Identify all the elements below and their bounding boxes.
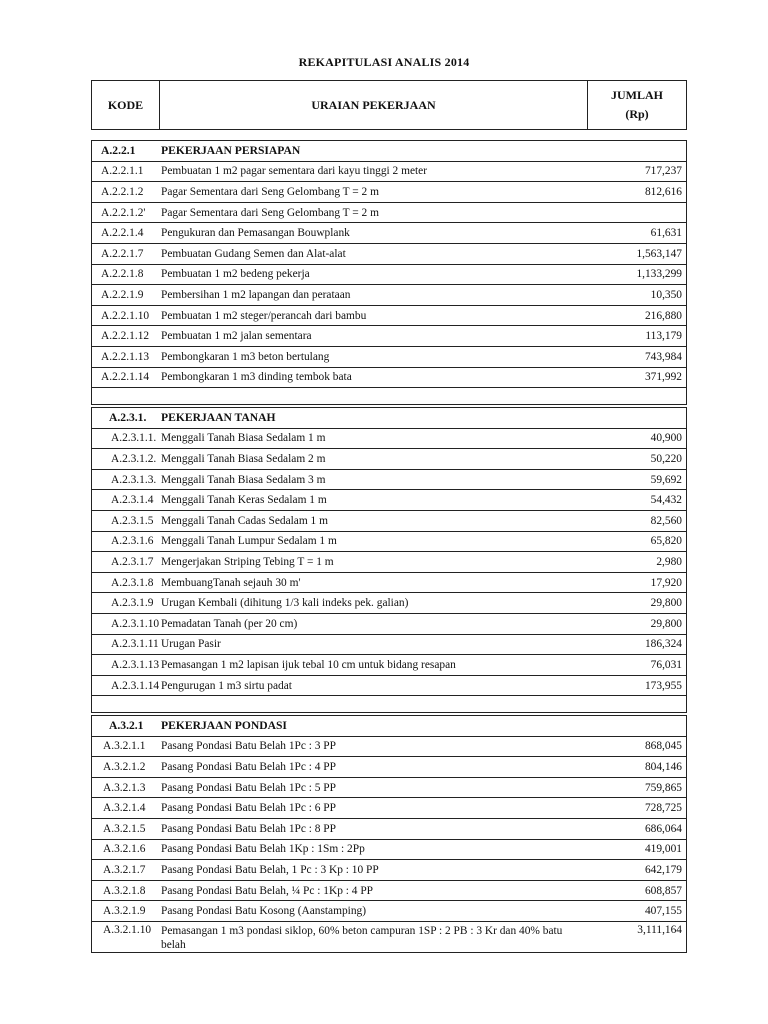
row-kode: A.2.3.1.8: [111, 576, 154, 589]
section-code: A.2.2.1: [101, 144, 136, 158]
row-kode: A.2.2.1.2: [101, 185, 144, 198]
table-row: [92, 922, 686, 953]
row-kode: A.2.2.1.7: [101, 247, 144, 260]
row-jumlah: 728,725: [644, 802, 682, 815]
row-kode: A.3.2.1.2: [103, 760, 146, 773]
row-jumlah: 2,980: [656, 555, 682, 568]
row-kode: A.2.3.1.3.: [111, 473, 157, 486]
row-uraian: Pembongkaran 1 m3 beton bertulang: [161, 350, 330, 363]
row-jumlah: 113,179: [645, 330, 682, 343]
row-jumlah: 686,064: [644, 822, 682, 835]
row-jumlah: 61,631: [650, 227, 682, 240]
row-jumlah: 10,350: [650, 288, 682, 301]
row-jumlah: 40,900: [650, 432, 682, 445]
row-jumlah: 407,155: [644, 905, 682, 918]
table-row: [92, 840, 686, 861]
document-title: REKAPITULASI ANALIS 2014: [298, 55, 470, 69]
table-row: [92, 737, 686, 758]
table-row: [92, 573, 686, 594]
row-uraian: Pasang Pondasi Batu Belah 1Kp : 1Sm : 2Pp: [161, 843, 365, 856]
row-uraian: Menggali Tanah Keras Sedalam 1 m: [161, 494, 327, 507]
row-uraian: Pasang Pondasi Batu Belah, ¼ Pc : 1Kp : 4 PP: [161, 884, 373, 897]
table-row: [92, 203, 686, 224]
table-row: [92, 819, 686, 840]
row-uraian: Menggali Tanah Cadas Sedalam 1 m: [161, 514, 328, 527]
row-kode: A.2.2.1.8: [101, 268, 144, 281]
section-header: [92, 408, 686, 429]
row-uraian: Pembuatan 1 m2 jalan sementara: [161, 330, 312, 343]
row-uraian: Pembersihan 1 m2 lapangan dan perataan: [161, 288, 351, 301]
section-header: [92, 716, 686, 737]
section-code: A.2.3.1.: [109, 411, 147, 425]
blank-row: [92, 696, 686, 713]
section-pondasi: [91, 715, 687, 953]
table-row: [92, 326, 686, 347]
row-kode: A.3.2.1.8: [103, 884, 146, 897]
table-row: [92, 532, 686, 553]
table-row: [92, 757, 686, 778]
row-uraian: Pengurugan 1 m3 sirtu padat: [161, 679, 292, 692]
table-row: [92, 881, 686, 902]
row-jumlah: 804,146: [644, 760, 682, 773]
row-kode: A.2.3.1.1.: [111, 432, 157, 445]
header-jumlah: [588, 81, 686, 129]
row-jumlah: 216,880: [644, 309, 682, 322]
header-uraian: URAIAN PEKERJAAN: [160, 81, 588, 129]
table-row: [92, 449, 686, 470]
row-kode: A.3.2.1.9: [103, 905, 146, 918]
section-amount: [588, 716, 686, 736]
row-uraian: Urugan Pasir: [161, 638, 221, 651]
row-kode: A.3.2.1.4: [103, 802, 146, 815]
row-jumlah: 173,955: [644, 679, 682, 692]
row-kode: A.2.3.1.2.: [111, 452, 157, 465]
row-kode: A.2.3.1.13: [111, 658, 160, 671]
row-kode: A.2.2.1.10: [101, 309, 150, 322]
blank-row: [92, 388, 686, 405]
row-jumlah: 868,045: [644, 740, 682, 753]
row-jumlah: 50,220: [650, 452, 682, 465]
table-row: [92, 368, 686, 389]
row-jumlah: 419,001: [644, 843, 682, 856]
row-kode: A.2.2.1.2': [101, 206, 146, 219]
row-jumlah: 54,432: [650, 494, 682, 507]
row-uraian: Pagar Sementara dari Seng Gelombang T = 2 m: [161, 185, 379, 198]
row-kode: A.2.2.1.4: [101, 227, 144, 240]
row-jumlah: 717,237: [644, 165, 682, 178]
row-uraian: Pembuatan 1 m2 steger/perancah dari bambu: [161, 309, 367, 322]
section-header: [92, 141, 686, 162]
row-kode: A.2.3.1.9: [111, 597, 154, 610]
row-kode: A.2.3.1.10: [111, 617, 160, 630]
row-uraian: Menggali Tanah Biasa Sedalam 3 m: [161, 473, 326, 486]
table-row: [92, 614, 686, 635]
row-jumlah: 1,133,299: [636, 268, 682, 281]
table-row: [92, 429, 686, 450]
row-kode: A.2.3.1.11: [111, 638, 159, 651]
header-jumlah-unit: (Rp): [625, 107, 649, 121]
row-jumlah: 17,920: [650, 576, 682, 589]
section-title: PEKERJAAN PERSIAPAN: [161, 144, 301, 158]
header-kode: KODE: [92, 81, 160, 129]
row-jumlah: 65,820: [650, 535, 682, 548]
table-row: [92, 552, 686, 573]
section-title: PEKERJAAN TANAH: [161, 411, 276, 425]
row-uraian: Pemadatan Tanah (per 20 cm): [161, 617, 298, 630]
row-jumlah: 371,992: [644, 371, 682, 384]
table-row: [92, 223, 686, 244]
row-kode: A.3.2.1.1: [103, 740, 146, 753]
row-uraian: Pasang Pondasi Batu Kosong (Aanstamping): [161, 905, 367, 918]
table-row: [92, 860, 686, 881]
table-row: [92, 676, 686, 697]
row-kode: A.2.2.1.13: [101, 350, 150, 363]
row-jumlah: [588, 203, 686, 223]
table-row: [92, 798, 686, 819]
table-row: [92, 244, 686, 265]
row-kode: A.3.2.1.5: [103, 822, 146, 835]
table-row: [92, 511, 686, 532]
table-row: [92, 778, 686, 799]
row-uraian: Pembuatan 1 m2 pagar sementara dari kayu tinggi 2 meter: [161, 165, 428, 178]
table-row: [92, 635, 686, 656]
section-amount: [588, 141, 686, 161]
row-kode: A.2.3.1.5: [111, 514, 154, 527]
row-kode: A.3.2.1.6: [103, 843, 146, 856]
row-jumlah: 76,031: [650, 658, 682, 671]
row-jumlah: 29,800: [650, 617, 682, 630]
row-jumlah: 82,560: [650, 514, 682, 527]
table-row: [92, 655, 686, 676]
row-uraian: Pemasangan 1 m3 pondasi siklop, 60% beton campuran 1SP : 2 PB : 3 Kr dan 40% batu belah: [161, 924, 563, 951]
row-jumlah: 29,800: [650, 597, 682, 610]
row-uraian: Pengukuran dan Pemasangan Bouwplank: [161, 227, 350, 240]
row-jumlah: 812,616: [644, 185, 682, 198]
header-jumlah-label: JUMLAH: [611, 88, 663, 102]
row-kode: A.2.3.1.6: [111, 535, 154, 548]
row-uraian: Pemasangan 1 m2 lapisan ijuk tebal 10 cm untuk bidang resapan: [161, 658, 456, 671]
row-uraian: Menggali Tanah Lumpur Sedalam 1 m: [161, 535, 337, 548]
row-uraian: Pasang Pondasi Batu Belah 1Pc : 5 PP: [161, 781, 336, 794]
row-kode: A.2.3.1.4: [111, 494, 154, 507]
table-row: [92, 347, 686, 368]
table-row: [92, 470, 686, 491]
row-jumlah: 186,324: [644, 638, 682, 651]
section-code: A.3.2.1: [109, 719, 144, 733]
section-tanah: [91, 407, 687, 713]
row-kode: A.2.3.1.14: [111, 679, 160, 692]
row-kode: A.2.2.1.9: [101, 288, 144, 301]
row-uraian: Pasang Pondasi Batu Belah 1Pc : 6 PP: [161, 802, 336, 815]
row-kode: A.2.2.1.14: [101, 371, 150, 384]
row-uraian: Pagar Sementara dari Seng Gelombang T = 2 m: [161, 206, 379, 219]
row-uraian: Pembuatan 1 m2 bedeng pekerja: [161, 268, 310, 281]
row-uraian: Pasang Pondasi Batu Belah 1Pc : 8 PP: [161, 822, 336, 835]
row-uraian: MembuangTanah sejauh 30 m': [161, 576, 301, 589]
row-kode: A.2.2.1.1: [101, 165, 144, 178]
row-jumlah: 1,563,147: [636, 247, 682, 260]
row-kode: A.3.2.1.7: [103, 863, 146, 876]
row-uraian: Mengerjakan Striping Tebing T = 1 m: [161, 555, 334, 568]
section-persiapan: [91, 140, 687, 405]
table-row: [92, 285, 686, 306]
row-jumlah: 3,111,164: [637, 923, 682, 936]
row-jumlah: 759,865: [644, 781, 682, 794]
table-row: [92, 162, 686, 183]
row-uraian: Pembuatan Gudang Semen dan Alat-alat: [161, 247, 346, 260]
row-uraian: Pasang Pondasi Batu Belah 1Pc : 3 PP: [161, 740, 336, 753]
row-jumlah: 608,857: [644, 884, 682, 897]
row-jumlah: 642,179: [644, 863, 682, 876]
row-kode: A.3.2.1.10: [103, 923, 152, 936]
row-jumlah: 743,984: [644, 350, 682, 363]
row-kode: A.3.2.1.3: [103, 781, 146, 794]
table-row: [92, 593, 686, 614]
row-uraian: Pasang Pondasi Batu Belah 1Pc : 4 PP: [161, 760, 336, 773]
row-kode: A.2.2.1.12: [101, 330, 150, 343]
row-uraian: Pembongkaran 1 m3 dinding tembok bata: [161, 371, 352, 384]
table-header: [91, 80, 687, 130]
row-uraian: Urugan Kembali (dihitung 1/3 kali indeks pek. galian): [161, 597, 409, 610]
row-jumlah: 59,692: [650, 473, 682, 486]
table-row: [92, 490, 686, 511]
table-row: [92, 182, 686, 203]
table-row: [92, 901, 686, 922]
section-title: PEKERJAAN PONDASI: [161, 719, 287, 733]
row-uraian: Pasang Pondasi Batu Belah, 1 Pc : 3 Kp : 10 PP: [161, 863, 379, 876]
table-row: [92, 306, 686, 327]
table-row: [92, 265, 686, 286]
section-amount: [588, 408, 686, 428]
row-uraian: Menggali Tanah Biasa Sedalam 2 m: [161, 452, 326, 465]
row-kode: A.2.3.1.7: [111, 555, 154, 568]
row-uraian: Menggali Tanah Biasa Sedalam 1 m: [161, 432, 326, 445]
